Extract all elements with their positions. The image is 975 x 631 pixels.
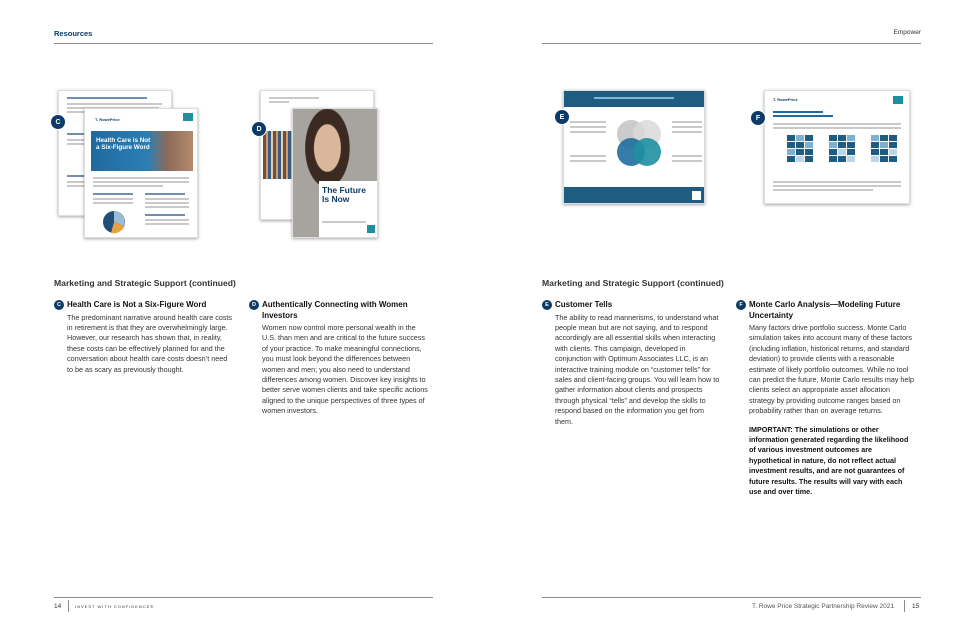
header-rule bbox=[54, 43, 433, 44]
item-badge-f: F bbox=[736, 300, 746, 310]
section-title: Marketing and Strategic Support (continued) bbox=[54, 278, 236, 288]
right-page bbox=[488, 0, 975, 631]
thumbnail-d-badge: D bbox=[251, 121, 267, 137]
thumbnail-e-spread bbox=[563, 90, 705, 204]
thumbnail-f-badge: F bbox=[750, 110, 766, 126]
item-health-care bbox=[54, 300, 234, 375]
item-title: Authentically Connecting with Women Investors bbox=[262, 300, 408, 320]
footer-rule bbox=[54, 597, 433, 598]
item-badge-d: D bbox=[249, 300, 259, 310]
thumbnail-c-front-page: T. RowePrice Health Care is Not a Six-Figure Word bbox=[84, 108, 198, 238]
item-women-investors bbox=[249, 300, 429, 417]
thumbnail-d-front-page bbox=[292, 108, 378, 238]
page-number: 15 bbox=[912, 603, 920, 610]
item-body: The ability to read mannerisms, to understand what people mean but are not saying, and to respond accordingly are all essential skills when interacting with clients. This campaign, developed in conjunction with Optimum Associates LLC, is an interactive training module on “customer tells” for sales and client-facing groups. You will learn how to gather information about clients and prospects through physical “tells” and develop the skills to respond based on the information you get from them. bbox=[555, 312, 720, 426]
item-badge-e: E bbox=[542, 300, 552, 310]
footer-separator bbox=[904, 600, 905, 612]
thumbnail-c-badge: C bbox=[50, 114, 66, 130]
left-page bbox=[0, 0, 487, 631]
item-badge-c: C bbox=[54, 300, 64, 310]
thumbnail-d-cover-title: The Future Is Now bbox=[322, 185, 366, 204]
item-title: Customer Tells bbox=[555, 300, 613, 309]
thumbnail-e-venn-diagram-icon bbox=[610, 115, 668, 173]
thumbnail-e-badge: E bbox=[554, 109, 570, 125]
thumbnail-f-heatmap-icon bbox=[773, 133, 903, 175]
footer-review-title: T. Rowe Price Strategic Partnership Review 2021 bbox=[752, 603, 894, 610]
footer-separator bbox=[68, 600, 69, 612]
item-title: Health Care is Not a Six-Figure Word bbox=[67, 300, 207, 309]
footer-rule bbox=[542, 597, 921, 598]
item-body: Many factors drive portfolio success. Monte Carlo simulation takes into account many of these factors (including inflation, historical returns, and standard deviation) to provide clients with a reasonable estimate of likely portfolio outcomes. While no tool can predict the future, Monte Carlo results may help clients select an appropriate asset allocation strategy by providing outcome ranges based on probability rather than on average returns. bbox=[749, 323, 914, 416]
page-number: 14 bbox=[54, 603, 62, 610]
page-header-empower: Empower bbox=[893, 29, 921, 36]
thumbnail-c-pie-chart-icon bbox=[99, 209, 129, 235]
thumbnail-c-hero bbox=[91, 131, 193, 171]
thumbnail-c-cover-title: Health Care is Not a Six-Figure Word bbox=[96, 137, 151, 151]
item-body: The predominant narrative around health care costs in retirement is that they are overwhelmingly large. However, our research has shown that, in reality, these costs can be effectively planned for and the conversation about health care costs doesn’t need to be as scary as previously thought. bbox=[67, 312, 233, 374]
item-monte-carlo bbox=[736, 300, 916, 498]
section-title: Marketing and Strategic Support (continued) bbox=[542, 278, 724, 288]
item-title: Monte Carlo Analysis—Modeling Future Uncertainty bbox=[749, 300, 901, 320]
item-body: Women now control more personal wealth in the U.S. than men and are critical to the future success of your practice. To make meaningful connections, you must look beyond the differences between women and men; you also need to understand differences among women. Discover key insights to better serve women clients and take specific actions aligned to the unique perspectives of three types of women investors. bbox=[262, 323, 428, 416]
thumbnail-f-page: T. RowePrice bbox=[764, 90, 910, 204]
page-header-resources: Resources bbox=[54, 29, 93, 38]
header-rule bbox=[542, 43, 921, 44]
item-customer-tells bbox=[542, 300, 722, 427]
footer-tagline: INVEST WITH CONFIDENCE® bbox=[75, 604, 155, 609]
important-disclaimer: IMPORTANT: The simulations or other information generated regarding the likelihood of various investment outcomes are hypothetical in nature, do not reflect actual investment results, and are not guarantees of future results. The results will vary with each use and over time. bbox=[749, 424, 909, 497]
